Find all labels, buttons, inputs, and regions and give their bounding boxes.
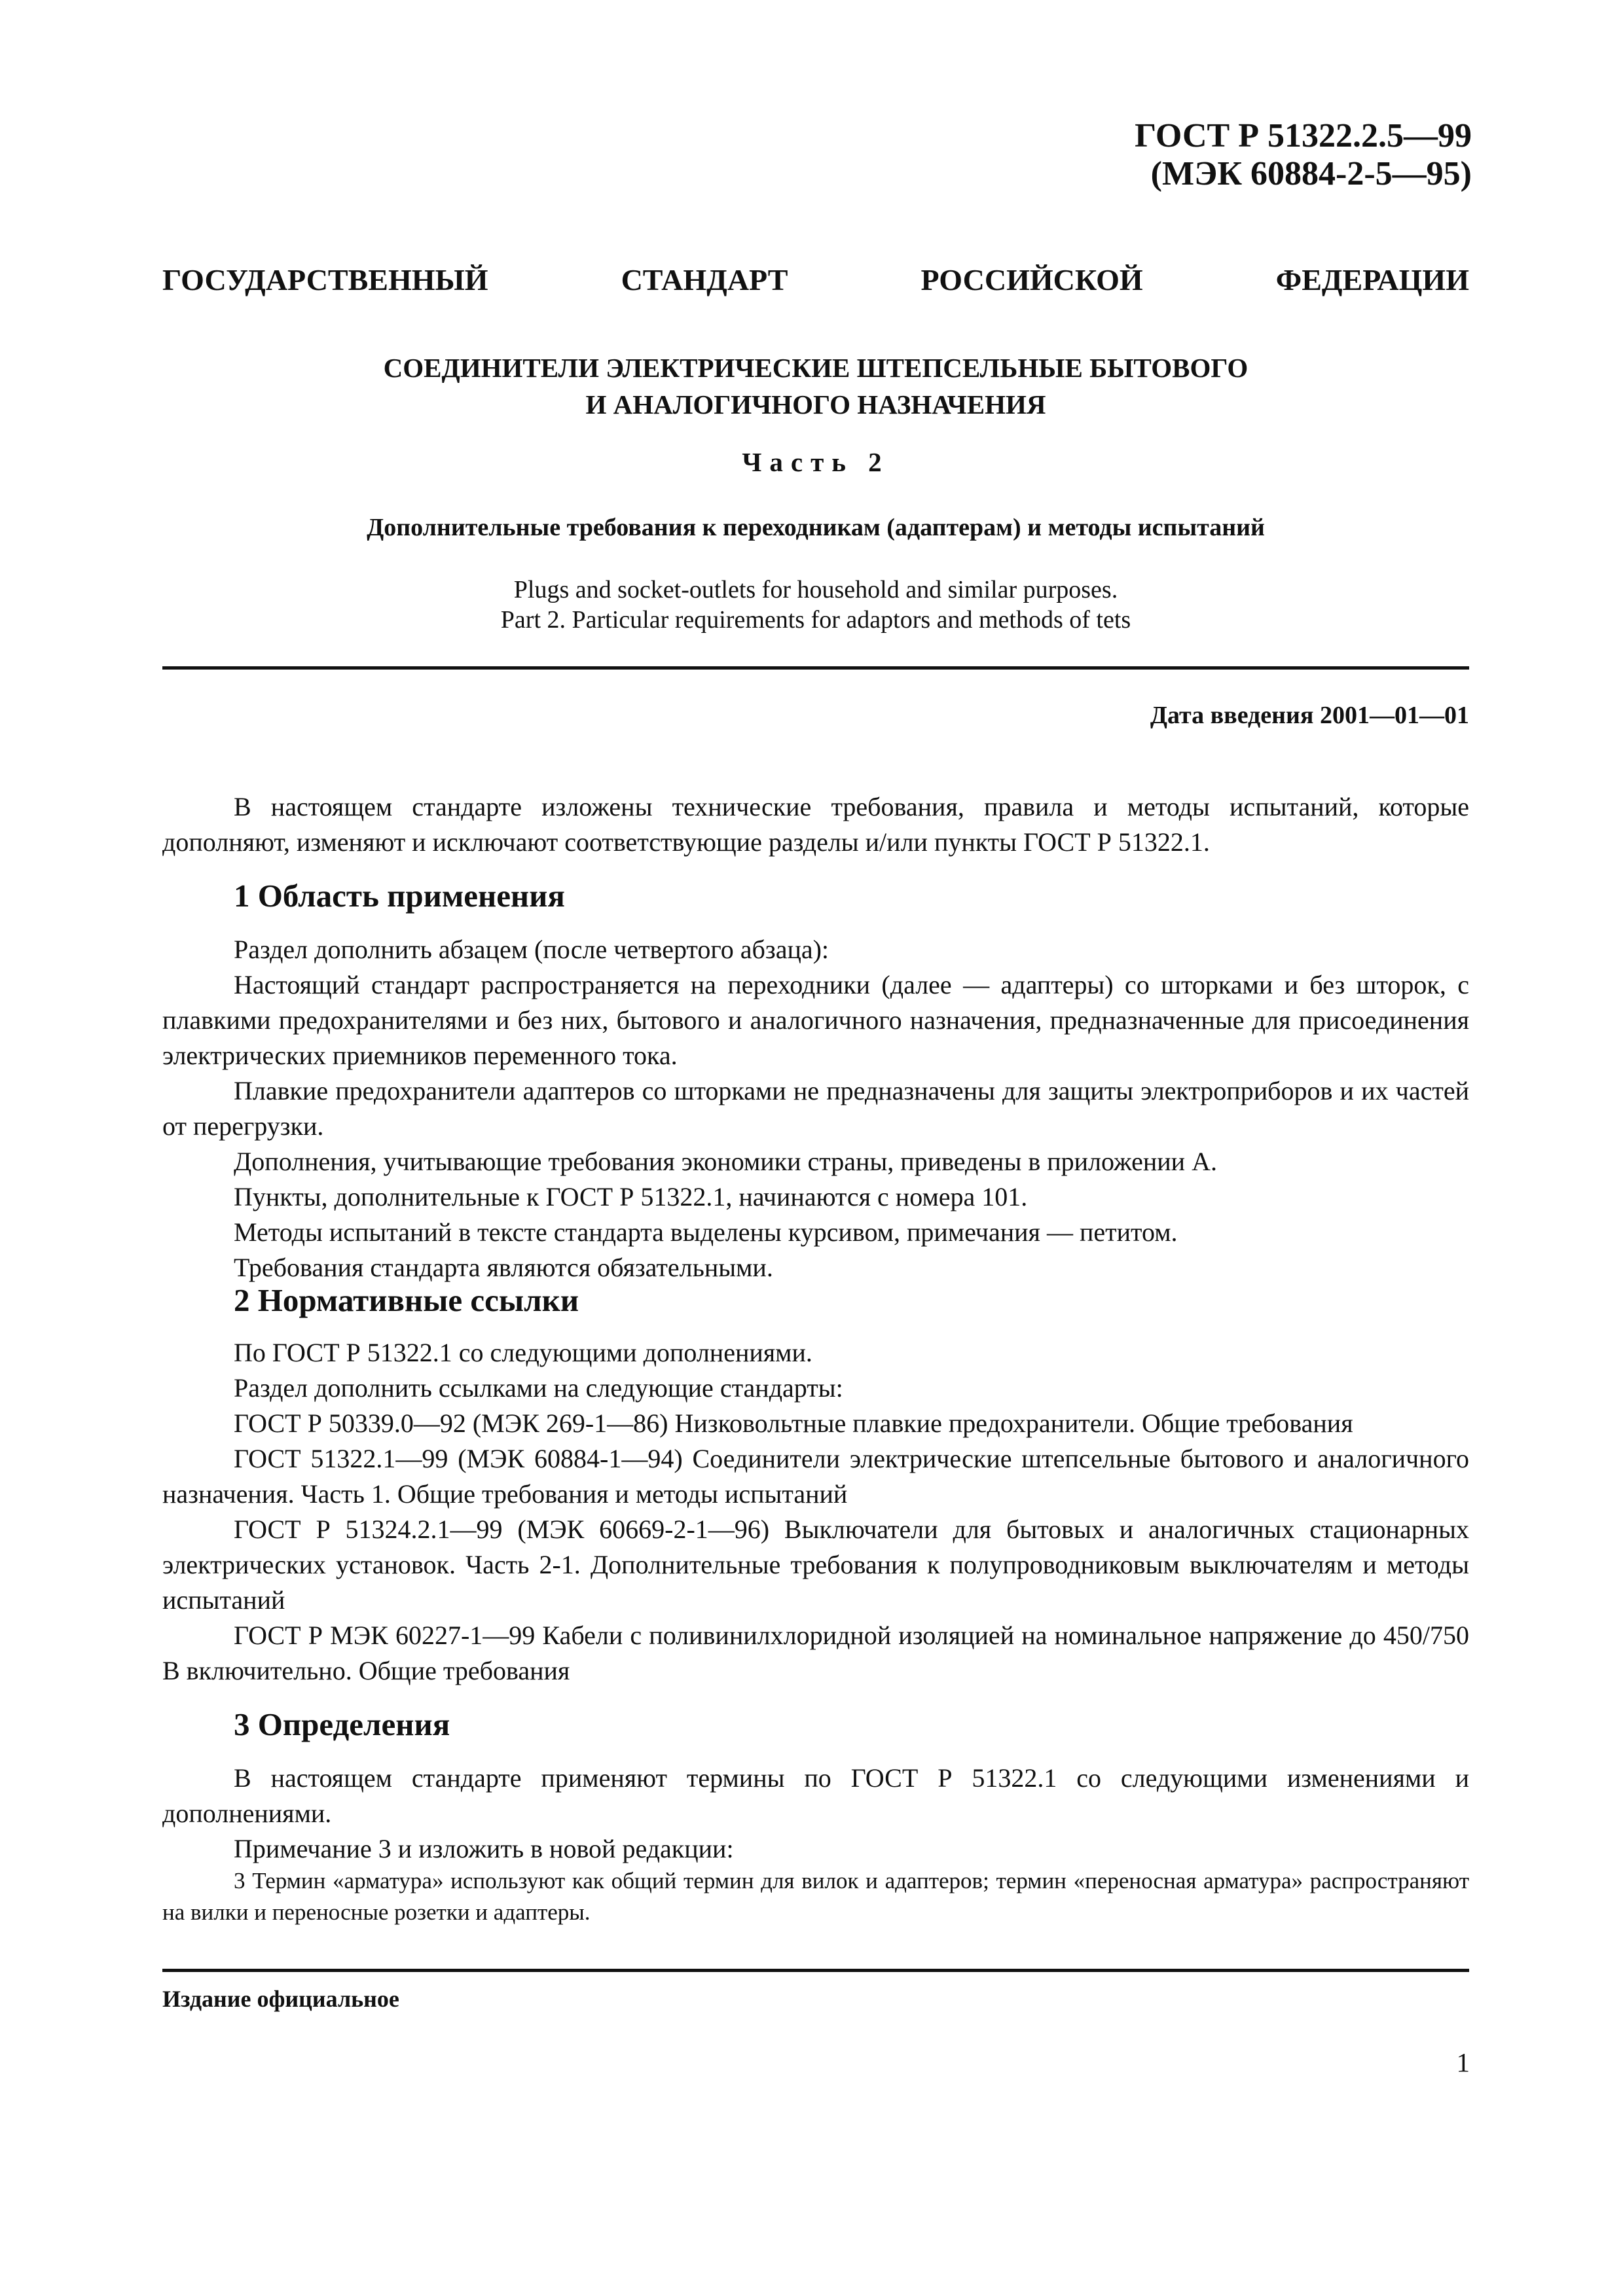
reference-entry: ГОСТ Р 50339.0—92 (МЭК 269-1—86) Низковольтные плавкие предохранители. Общие требования bbox=[234, 1408, 1353, 1438]
section-2-heading: 2 Нормативные ссылки bbox=[234, 1282, 579, 1318]
section-1-paragraph: Настоящий стандарт распространяется на переходники (далее — адаптеры) со шторками и без шторок, с плавкими предохранителями и без них, бытового и аналогичного назначения, предназначенные для присоединения электрических приемников переменного тока. bbox=[162, 970, 1469, 1070]
english-title bbox=[162, 575, 1469, 635]
english-title-line-2: Part 2. Particular requirements for adaptors and methods of tets bbox=[500, 606, 1131, 634]
section-1-paragraph: Пункты, дополнительные к ГОСТ Р 51322.1, начинаются с номера 101. bbox=[234, 1182, 1028, 1211]
state-standard-title: ГОСУДАРСТВЕННЫЙ СТАНДАРТ РОССИЙСКОЙ ФЕДЕРАЦИИ bbox=[162, 263, 1469, 296]
document-title bbox=[162, 350, 1469, 423]
introduction-date: Дата введения 2001—01—01 bbox=[1150, 702, 1469, 729]
section-1-body bbox=[162, 932, 1469, 1285]
section-1-paragraph: Раздел дополнить абзацем (после четвертого абзаца): bbox=[234, 935, 830, 964]
intro-paragraph bbox=[162, 789, 1469, 860]
section-2-paragraph: Раздел дополнить ссылками на следующие стандарты: bbox=[234, 1373, 843, 1403]
note-text: 3 Термин «арматура» используют как общий термин для вилок и адаптеров; термин «переносная арматура» распространяют на вилки и переносные розетки и адаптеры. bbox=[162, 1868, 1469, 1925]
standard-code: ГОСТ Р 51322.2.5—99 bbox=[1135, 117, 1472, 154]
section-1-paragraph: Требования стандарта являются обязательными. bbox=[234, 1253, 773, 1282]
section-3-paragraph: Примечание 3 и изложить в новой редакции: bbox=[234, 1834, 734, 1863]
part-label: Часть 2 bbox=[742, 447, 890, 477]
section-1-heading: 1 Область применения bbox=[234, 878, 565, 914]
reference-entry: ГОСТ Р 51324.2.1—99 (МЭК 60669-2-1—96) Выключатели для бытовых и аналогичных стационарных электрических установок. Часть 2-1. Дополнительные требования к полупроводниковым выключателям и методы испытаний bbox=[162, 1515, 1469, 1615]
section-1-paragraph: Дополнения, учитывающие требования экономики страны, приведены в приложении А. bbox=[234, 1147, 1217, 1176]
official-edition-label: Издание официальное bbox=[162, 1986, 399, 2012]
page-number: 1 bbox=[1456, 2047, 1470, 2077]
intro-text: В настоящем стандарте изложены технические требования, правила и методы испытаний, которые дополняют, изменяют и исключают соответствующие разделы и/или пункты ГОСТ Р 51322.1. bbox=[162, 792, 1469, 857]
section-1-paragraph: Методы испытаний в тексте стандарта выделены курсивом, примечания — петитом. bbox=[234, 1217, 1178, 1247]
section-3-note bbox=[162, 1865, 1469, 1928]
section-3-paragraph: В настоящем стандарте применяют термины по ГОСТ Р 51322.1 со следующими изменениями и дополнениями. bbox=[162, 1763, 1469, 1828]
document-subtitle: Дополнительные требования к переходникам (адаптерам) и методы испытаний bbox=[367, 514, 1265, 541]
english-title-line-1: Plugs and socket-outlets for household and similar purposes. bbox=[513, 576, 1118, 603]
section-3-body bbox=[162, 1761, 1469, 1867]
section-1-paragraph: Плавкие предохранители адаптеров со шторками не предназначены для защиты электроприборов и их частей от перегрузки. bbox=[162, 1076, 1469, 1141]
section-3-heading: 3 Определения bbox=[234, 1706, 450, 1742]
document-title-line-1: СОЕДИНИТЕЛИ ЭЛЕКТРИЧЕСКИЕ ШТЕПСЕЛЬНЫЕ БЫТОВОГО bbox=[383, 353, 1249, 383]
section-2-paragraph: По ГОСТ Р 51322.1 со следующими дополнениями. bbox=[234, 1338, 812, 1367]
iec-code: (МЭК 60884-2-5—95) bbox=[1150, 155, 1472, 192]
reference-entry: ГОСТ Р МЭК 60227-1—99 Кабели с поливинилхлоридной изоляцией на номинальное напряжение до 450/750 В включительно. Общие требования bbox=[162, 1621, 1469, 1685]
reference-entry: ГОСТ 51322.1—99 (МЭК 60884-1—94) Соединители электрические штепсельные бытового и аналогичного назначения. Часть 1. Общие требования и методы испытаний bbox=[162, 1444, 1469, 1509]
footer-divider bbox=[162, 1969, 1469, 1972]
header-divider bbox=[162, 666, 1469, 670]
section-2-body bbox=[162, 1335, 1469, 1689]
document-title-line-2: И АНАЛОГИЧНОГО НАЗНАЧЕНИЯ bbox=[585, 389, 1046, 420]
